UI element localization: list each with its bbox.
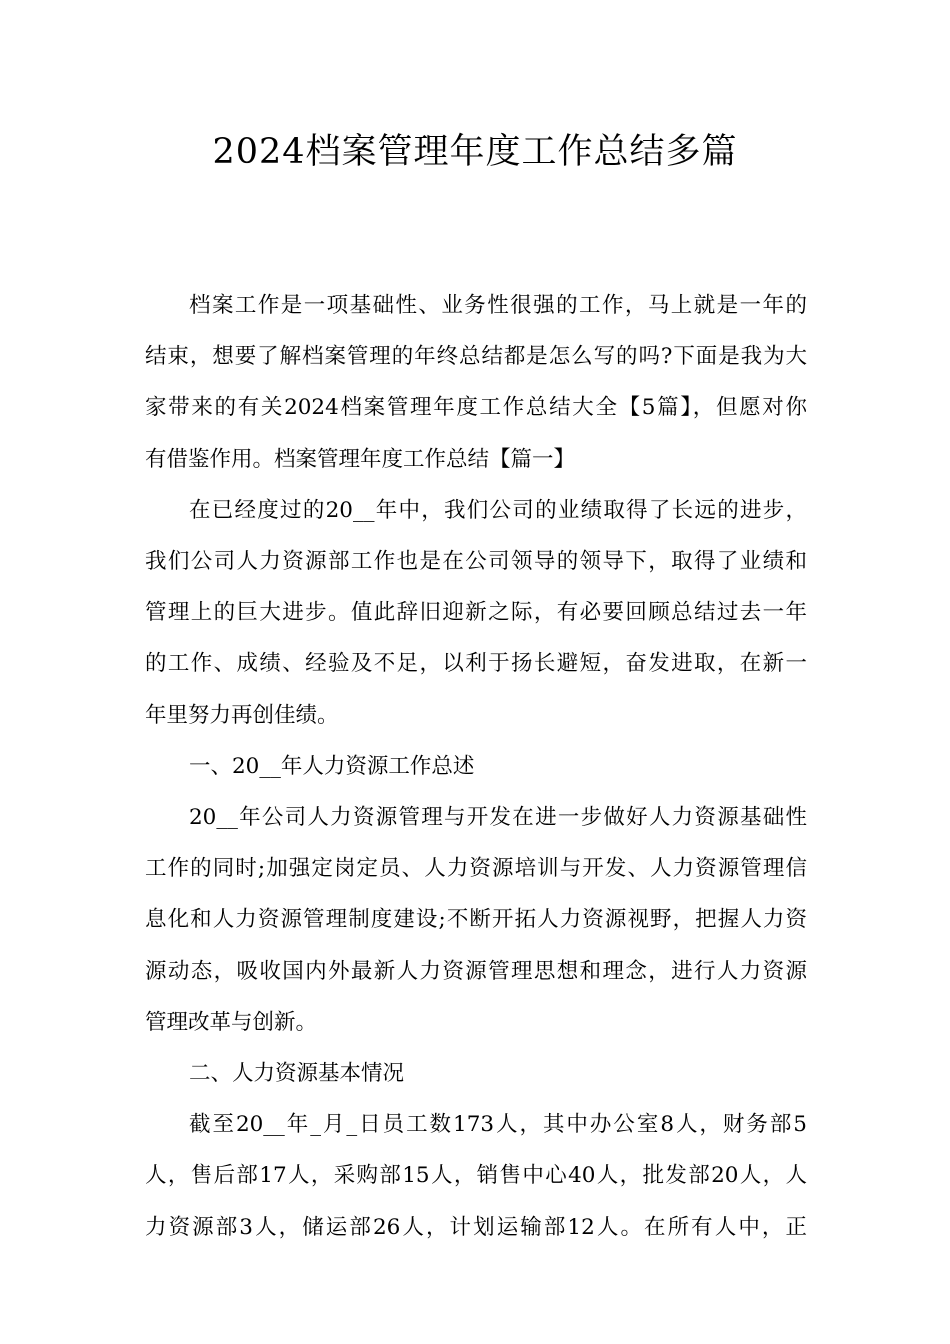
paragraph-hr-stats <box>145 1099 807 1253</box>
text-line: 管理改革与创新。 <box>145 1009 318 1035</box>
text-line: 力资源部3人，储运部26人，计划运输部12人。在所有人中，正 <box>145 1214 807 1240</box>
paragraph-intro <box>145 280 807 485</box>
text-line: 家带来的有关2024档案管理年度工作总结大全【5篇】，但愿对你 <box>145 395 807 421</box>
text-line: 档案工作是一项基础性、业务性很强的工作，马上就是一年的 <box>189 293 807 318</box>
text-line: 有借鉴作用。档案管理年度工作总结【篇一】 <box>145 446 576 472</box>
text-line: 源动态，吸收国内外最新人力资源管理思想和理念，进行人力资源 <box>145 958 807 984</box>
text-line: 结束，想要了解档案管理的年终总结都是怎么写的吗?下面是我为大 <box>145 344 807 370</box>
text-line: 管理上的巨大进步。值此辞旧迎新之际，有必要回顾总结过去一年 <box>145 600 807 626</box>
text-line: 在已经度过的20__年中，我们公司的业绩取得了长远的进步， <box>189 497 807 523</box>
text-line: 工作的同时;加强定岗定员、人力资源培训与开发、人力资源管理信 <box>145 856 807 882</box>
text-line: 息化和人力资源管理制度建设;不断开拓人力资源视野，把握人力资 <box>145 907 807 933</box>
document-title: 2024档案管理年度工作总结多篇 <box>212 132 738 172</box>
document-body <box>145 280 807 1253</box>
text-line: 的工作、成绩、经验及不足，以利于扬长避短，奋发进取，在新一 <box>145 651 807 677</box>
text-line: 截至20__年_月_日员工数173人，其中办公室8人，财务部5 <box>189 1112 807 1138</box>
paragraph-hr-overview <box>145 792 807 1048</box>
text-line: 年里努力再创佳绩。 <box>145 702 339 728</box>
text-line: 人，售后部17人，采购部15人，销售中心40人，批发部20人，人 <box>145 1163 807 1189</box>
section-heading-2: 二、人力资源基本情况 <box>189 1061 405 1087</box>
text-line: 我们公司人力资源部工作也是在公司领导的领导下，取得了业绩和 <box>145 549 807 575</box>
paragraph-review <box>145 485 807 741</box>
section-heading-1: 一、20__年人力资源工作总述 <box>189 753 475 779</box>
text-line: 20__年公司人力资源管理与开发在进一步做好人力资源基础性 <box>189 805 807 831</box>
